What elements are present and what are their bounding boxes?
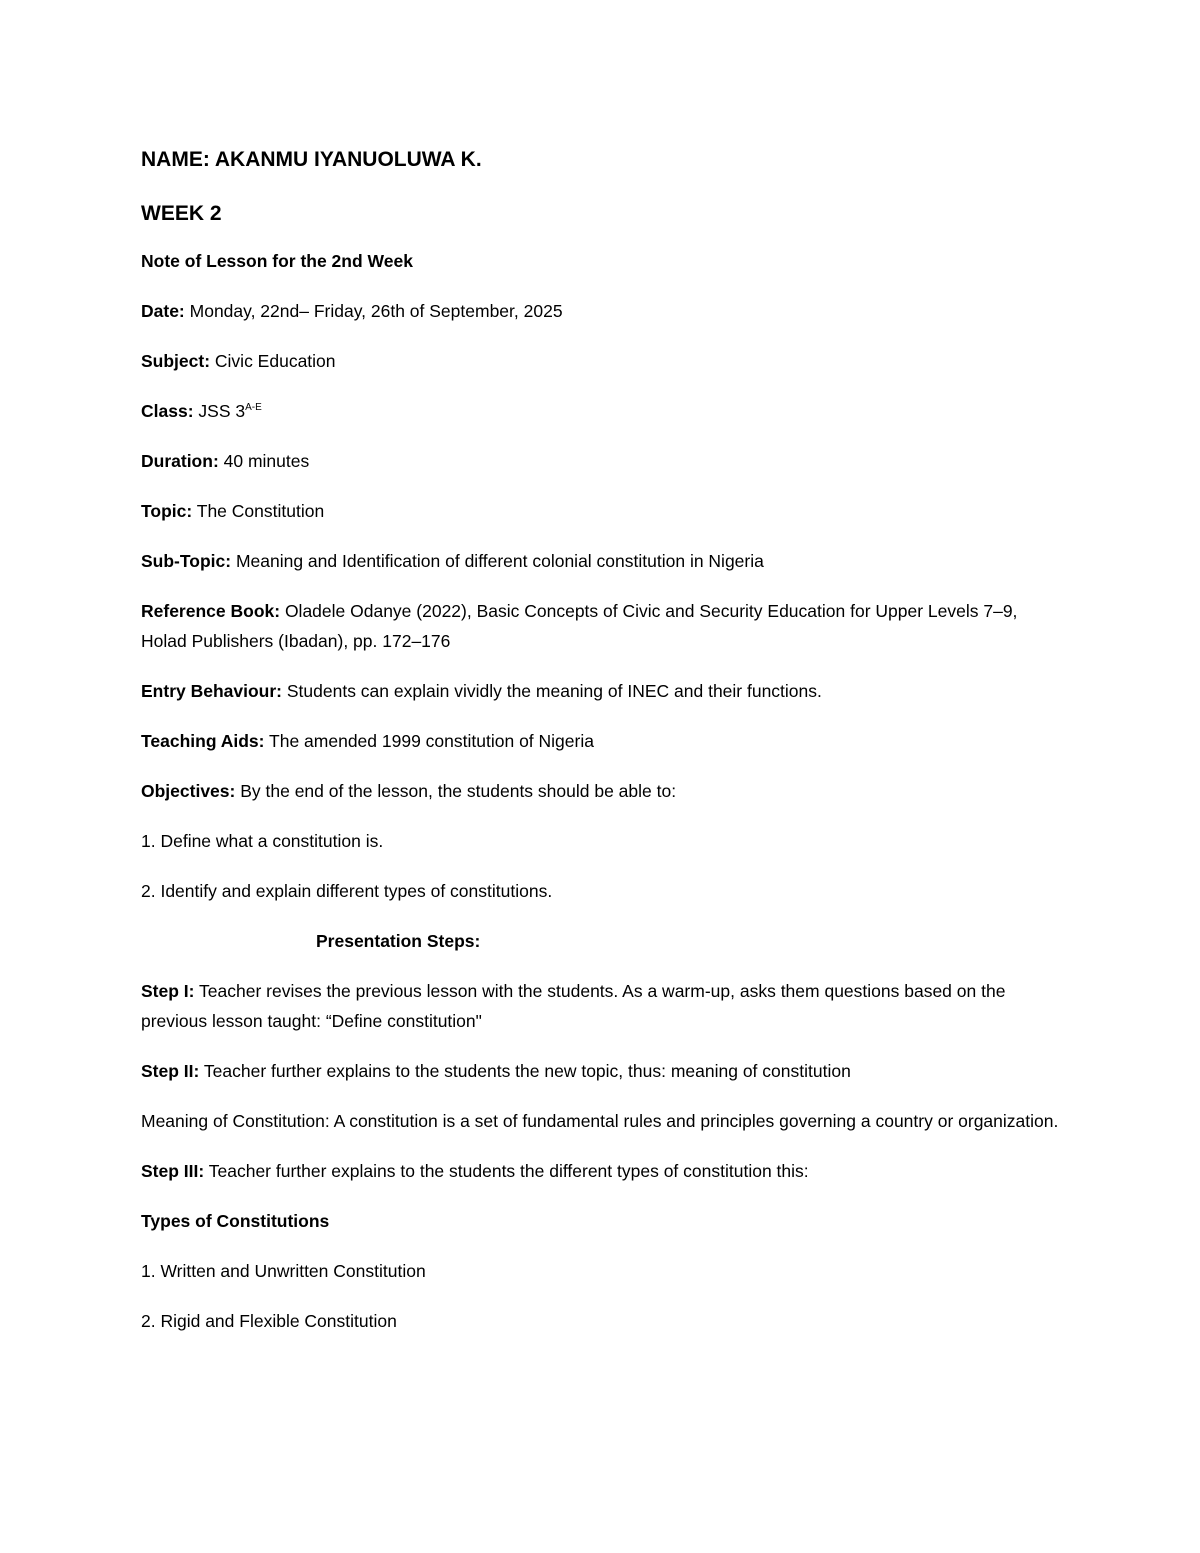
teaching-aids-value: The amended 1999 constitution of Nigeria bbox=[264, 731, 594, 751]
step-2-text: Teacher further explains to the students the new topic, thus: meaning of constitution bbox=[199, 1061, 851, 1081]
note-title: Note of Lesson for the 2nd Week bbox=[141, 251, 413, 271]
step-1-label: Step I: bbox=[141, 981, 195, 1001]
type-item: 1. Written and Unwritten Constitution bbox=[141, 1261, 426, 1281]
duration-field bbox=[141, 446, 1061, 476]
type-item: 2. Rigid and Flexible Constitution bbox=[141, 1311, 397, 1331]
date-label: Date: bbox=[141, 301, 185, 321]
document-body bbox=[141, 143, 1061, 1356]
subtopic-field bbox=[141, 546, 1061, 576]
step-2 bbox=[141, 1056, 1061, 1086]
subject-field bbox=[141, 346, 1061, 376]
step-1-text: Teacher revises the previous lesson with the students. As a warm-up, asks them questions based on the previous lesson taught: “Define constitution" bbox=[141, 981, 1006, 1031]
objectives-value: By the end of the lesson, the students should be able to: bbox=[235, 781, 677, 801]
subtopic-label: Sub-Topic: bbox=[141, 551, 232, 571]
topic-label: Topic: bbox=[141, 501, 193, 521]
subtopic-value: Meaning and Identification of different colonial constitution in Nigeria bbox=[231, 551, 764, 571]
class-value: JSS 3 bbox=[193, 401, 246, 421]
class-label: Class: bbox=[141, 401, 194, 421]
entry-behaviour-field bbox=[141, 676, 1061, 706]
subject-value: Civic Education bbox=[210, 351, 336, 371]
date-value: Monday, 22nd– Friday, 26th of September, 2025 bbox=[184, 301, 563, 321]
week-heading: WEEK 2 bbox=[141, 202, 222, 225]
reference-value: Oladele Odanye (2022), Basic Concepts of Civic and Security Education for Upper Levels 7–9, Holad Publishers (Ibadan), pp. 172–176 bbox=[141, 601, 1018, 651]
step-3-text: Teacher further explains to the students the different types of constitution this: bbox=[204, 1161, 809, 1181]
objective-item: 2. Identify and explain different types of constitutions. bbox=[141, 881, 553, 901]
subject-label: Subject: bbox=[141, 351, 211, 371]
duration-value: 40 minutes bbox=[218, 451, 310, 471]
reference-field bbox=[141, 596, 1061, 656]
date-field bbox=[141, 296, 1061, 326]
reference-label: Reference Book: bbox=[141, 601, 281, 621]
class-arms: A-E bbox=[245, 402, 262, 414]
presentation-steps-heading: Presentation Steps: bbox=[316, 931, 481, 951]
objective-item: 1. Define what a constitution is. bbox=[141, 831, 384, 851]
teaching-aids-field bbox=[141, 726, 1061, 756]
student-name: NAME: AKANMU IYANUOLUWA K. bbox=[141, 148, 482, 171]
objectives-field bbox=[141, 776, 1061, 806]
step-3 bbox=[141, 1156, 1061, 1186]
objectives-label: Objectives: bbox=[141, 781, 236, 801]
teaching-aids-label: Teaching Aids: bbox=[141, 731, 265, 751]
class-field bbox=[141, 396, 1061, 426]
duration-label: Duration: bbox=[141, 451, 219, 471]
step-3-label: Step III: bbox=[141, 1161, 205, 1181]
step-2-label: Step II: bbox=[141, 1061, 200, 1081]
meaning-of-constitution: Meaning of Constitution: A constitution is a set of fundamental rules and principles governing a country or organization. bbox=[141, 1111, 1059, 1131]
entry-behaviour-value: Students can explain vividly the meaning of INEC and their functions. bbox=[282, 681, 822, 701]
step-1 bbox=[141, 976, 1061, 1036]
topic-field bbox=[141, 496, 1061, 526]
topic-value: The Constitution bbox=[192, 501, 325, 521]
types-heading: Types of Constitutions bbox=[141, 1211, 330, 1231]
entry-behaviour-label: Entry Behaviour: bbox=[141, 681, 282, 701]
